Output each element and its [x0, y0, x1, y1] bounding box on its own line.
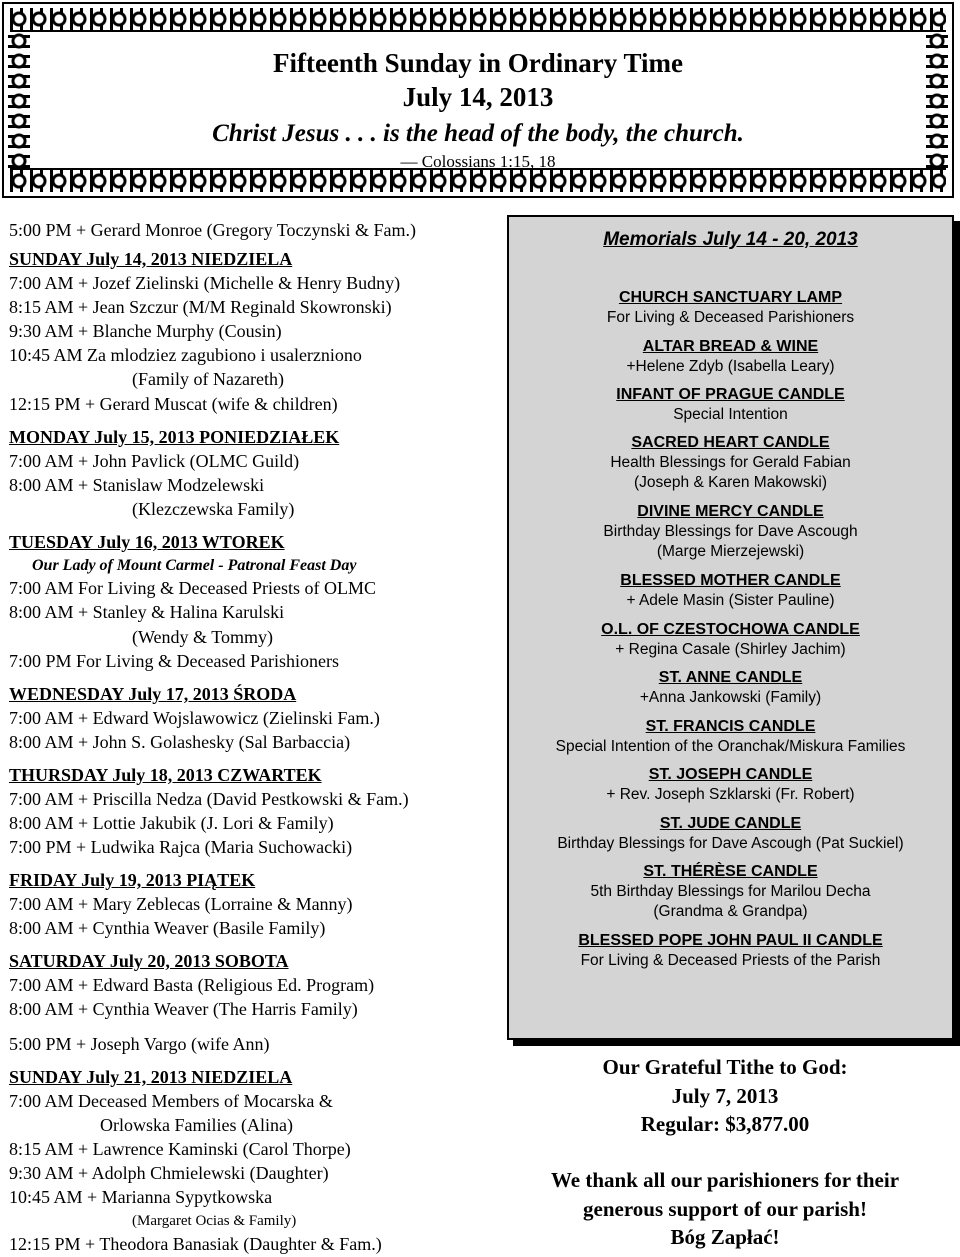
memorial-name: ST. ANNE CANDLE [658, 669, 803, 686]
thanks-line: We thank all our parishioners for their [550, 1168, 900, 1192]
mass-line: 7:00 AM + Mary Zeblecas (Lorraine & Manny) [9, 894, 353, 914]
memorial-item [509, 288, 952, 328]
mass-line: (Margaret Ocias & Family) [132, 1213, 297, 1229]
memorial-item [509, 668, 952, 708]
mass-line: 12:15 PM + Gerard Muscat (wife & children) [9, 394, 338, 414]
memorial-intention: (Joseph & Karen Makowski) [634, 474, 827, 491]
mass-line: 7:00 AM + Jozef Zielinski (Michelle & Henry Budny) [9, 273, 401, 293]
memorial-intention: +Anna Jankowski (Family) [639, 689, 822, 706]
feast-day-note: Our Lady of Mount Carmel - Patronal Feast Day [32, 557, 357, 574]
mass-line: 9:30 AM + Blanche Murphy (Cousin) [9, 321, 282, 341]
mass-line: 7:00 AM Deceased Members of Mocarska & [9, 1091, 333, 1111]
memorial-intention: (Marge Mierzejewski) [656, 543, 805, 560]
memorial-item [509, 931, 952, 971]
page-date: July 14, 2013 [402, 82, 554, 112]
memorial-intention: 5th Birthday Blessings for Marilou Decha [590, 883, 871, 900]
memorial-intention: (Grandma & Grandpa) [653, 903, 808, 920]
day-heading: THURSDAY July 18, 2013 CZWARTEK [9, 765, 322, 785]
scripture-verse: Christ Jesus . . . is the head of the body, the church. [212, 120, 744, 147]
header-banner [2, 2, 954, 198]
memorial-name: ST. JOSEPH CANDLE [648, 766, 813, 783]
mass-line: 9:30 AM + Adolph Chmielewski (Daughter) [9, 1163, 329, 1183]
page-title: Fifteenth Sunday in Ordinary Time [272, 48, 684, 78]
memorial-name: DIVINE MERCY CANDLE [637, 503, 824, 520]
day-heading: SATURDAY July 20, 2013 SOBOTA [9, 951, 289, 971]
memorial-name: CHURCH SANCTUARY LAMP [618, 289, 843, 306]
memorial-name: SACRED HEART CANDLE [631, 434, 830, 451]
day-heading: WEDNESDAY July 17, 2013 ŚRODA [9, 684, 297, 704]
memorial-intention: Birthday Blessings for Dave Ascough [603, 523, 858, 540]
mass-line: 8:15 AM + Jean Szczur (M/M Reginald Skowronski) [9, 297, 392, 317]
mass-line: 5:00 PM + Gerard Monroe (Gregory Toczynski & Fam.) [9, 220, 416, 240]
mass-line: (Wendy & Tommy) [132, 627, 273, 647]
mass-line: 7:00 AM + Edward Wojslawowicz (Zielinski Fam.) [9, 708, 380, 728]
memorials-box [507, 215, 954, 1040]
memorial-intention: + Rev. Joseph Szklarski (Fr. Robert) [606, 786, 855, 803]
day-heading: TUESDAY July 16, 2013 WTOREK [9, 532, 285, 552]
mass-line: (Family of Nazareth) [132, 369, 284, 389]
day-heading: MONDAY July 15, 2013 PONIEDZIAŁEK [9, 427, 340, 447]
mass-line: 7:00 PM For Living & Deceased Parishioners [9, 651, 339, 671]
memorial-intention: + Adele Masin (Sister Pauline) [626, 592, 835, 609]
memorial-item [509, 571, 952, 611]
memorial-item [509, 433, 952, 493]
memorial-name: BLESSED POPE JOHN PAUL II CANDLE [578, 932, 883, 949]
mass-line: (Klezczewska Family) [132, 499, 295, 519]
day-heading: SUNDAY July 14, 2013 NIEDZIELA [9, 249, 293, 269]
scripture-citation: — Colossians 1:15, 18 [400, 152, 556, 171]
mass-line: 8:00 AM + Stanley & Halina Karulski [9, 602, 285, 622]
memorial-name: O.L. OF CZESTOCHOWA CANDLE [601, 621, 860, 638]
mass-line: 7:00 AM For Living & Deceased Priests of OLMC [9, 578, 376, 598]
memorial-item [509, 620, 952, 660]
memorial-intention: Special Intention [673, 406, 788, 423]
mass-line: 7:00 AM + Edward Basta (Religious Ed. Program) [9, 975, 375, 995]
memorial-item [509, 502, 952, 562]
memorial-item [509, 862, 952, 922]
memorial-name: ST. JUDE CANDLE [659, 815, 802, 832]
day-heading: FRIDAY July 19, 2013 PIĄTEK [9, 870, 256, 890]
mass-line: 5:00 PM + Joseph Vargo (wife Ann) [9, 1034, 270, 1054]
mass-line: 10:45 AM + Marianna Sypytkowska [9, 1187, 273, 1207]
mass-line: 12:15 PM + Theodora Banasiak (Daughter & Fam.) [9, 1234, 382, 1254]
memorial-intention: +Helene Zdyb (Isabella Leary) [626, 358, 835, 375]
memorial-name: BLESSED MOTHER CANDLE [620, 572, 841, 589]
memorial-intention: For Living & Deceased Priests of the Parish [580, 952, 881, 969]
memorial-intention: Birthday Blessings for Dave Ascough (Pat Suckiel) [557, 835, 904, 852]
mass-line: 8:15 AM + Lawrence Kaminski (Carol Thorpe) [9, 1139, 351, 1159]
memorial-intention: Special Intention of the Oranchak/Miskura Families [555, 738, 906, 755]
thanks-line: Bóg Zapłać! [670, 1225, 780, 1249]
decorative-border-top [10, 8, 946, 32]
memorial-item [509, 337, 952, 377]
memorial-intention: Health Blessings for Gerald Fabian [610, 454, 851, 471]
memorial-name: ST. FRANCIS CANDLE [645, 718, 816, 735]
mass-line: 8:00 AM + Cynthia Weaver (Basile Family) [9, 918, 326, 938]
mass-line: Orlowska Families (Alina) [100, 1115, 293, 1135]
memorial-item [509, 385, 952, 425]
thanks-line: generous support of our parish! [583, 1197, 867, 1221]
memorial-item [509, 717, 952, 757]
memorials-title: Memorials July 14 - 20, 2013 [603, 229, 858, 250]
tithe-amount: Regular: $3,877.00 [640, 1112, 810, 1136]
mass-line: 8:00 AM + Stanislaw Modzelewski [9, 475, 265, 495]
memorial-name: ST. THÉRÈSE CANDLE [643, 863, 818, 880]
memorial-name: ALTAR BREAD & WINE [642, 338, 819, 355]
day-heading: SUNDAY July 21, 2013 NIEDZIELA [9, 1067, 293, 1087]
tithe-date: July 7, 2013 [671, 1084, 779, 1108]
memorial-intention: + Regina Casale (Shirley Jachim) [615, 641, 846, 658]
memorial-name: INFANT OF PRAGUE CANDLE [616, 386, 845, 403]
mass-line: 7:00 AM + Priscilla Nedza (David Pestkowski & Fam.) [9, 789, 409, 809]
mass-line: 10:45 AM Za mlodziez zagubiono i usalerzniono [9, 345, 362, 365]
mass-line: 8:00 AM + John S. Golashesky (Sal Barbaccia) [9, 732, 351, 752]
mass-line: 7:00 AM + John Pavlick (OLMC Guild) [9, 451, 300, 471]
tithe-title: Our Grateful Tithe to God: [602, 1055, 848, 1079]
mass-line: 7:00 PM + Ludwika Rajca (Maria Suchowacki) [9, 837, 353, 857]
memorial-item [509, 765, 952, 805]
memorial-item [509, 814, 952, 854]
mass-line: 8:00 AM + Lottie Jakubik (J. Lori & Family) [9, 813, 334, 833]
mass-line: 8:00 AM + Cynthia Weaver (The Harris Family) [9, 999, 358, 1019]
memorial-intention: For Living & Deceased Parishioners [606, 309, 855, 326]
